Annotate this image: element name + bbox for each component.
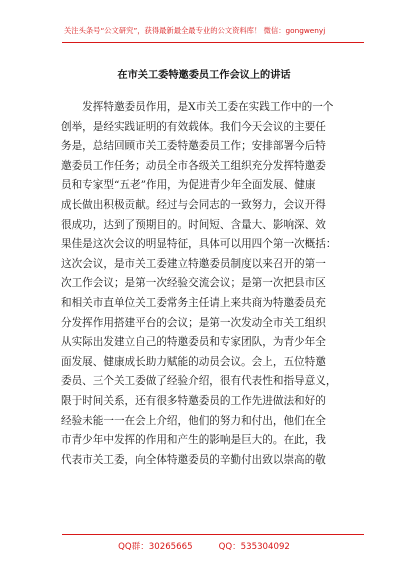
document-body [61, 98, 351, 470]
body-line: 经验未能一一在会上介绍，他们的努力和付出，他们在全 [61, 414, 326, 427]
body-line: 分发挥作用搭建平台的会议；是第一次发动全市关工组织 [61, 316, 326, 329]
body-line: 很成功，达到了预期目的。时间短、含量大、影响深、效 [61, 218, 326, 231]
body-line: 从实际出发建立自己的特邀委员和专家团队，为青少年全 [61, 336, 326, 349]
document-title: 在市关工委特邀委员工作会议上的讲话 [117, 70, 291, 81]
body-line: 代表市关工委，向全体特邀委员的辛勤付出致以崇高的敬 [61, 453, 326, 466]
body-line: 这次会议，是市关工委建立特邀委员制度以来召开的第一 [61, 257, 326, 270]
header-note: 关注头条号“公文研究”，获得最新最全最专业的公文资料库！ 微信：gongwenyj [64, 26, 326, 35]
body-line: 市青少年中发挥的作用和产生的影响是巨大的。在此，我 [61, 434, 326, 447]
body-line: 发挥特邀委员作用，是X市关工委在实践工作中的一个 [61, 101, 334, 113]
body-line: 成长做出积极贡献。经过与会同志的一致努力，会议开得 [61, 198, 326, 211]
body-line: 限于时间关系，还有很多特邀委员的工作先进做法和好的 [61, 394, 326, 407]
footer-qq-number: QQ：535304092 [218, 542, 290, 552]
body-line: 创举，是经实践证明的有效载体。我们今天会议的主要任 [61, 120, 326, 133]
body-line: 邀委员工作任务；动员全市各级关工组织充分发挥特邀委 [61, 159, 326, 172]
body-line: 果佳是这次会议的明显特征，具体可以用四个第一次概括： [61, 238, 337, 251]
body-line: 员和专家型“五老”作用，为促进青少年全面发展、健康 [61, 179, 316, 192]
body-line: 务是，总结回顾市关工委特邀委员工作；安排部署今后特 [61, 140, 326, 153]
body-line: 次工作会议；是第一次经验交流会议；是第一次把县市区 [61, 277, 326, 290]
footer-qq-group: QQ群：30265665 [118, 542, 193, 552]
footer-contact [0, 540, 408, 552]
body-line: 面发展、健康成长助力赋能的动员会议。会上，五位特邀 [61, 355, 326, 368]
body-line: 和相关市直单位关工委常务主任请上来共商为特邀委员充 [61, 296, 326, 309]
body-line: 委员、三个关工委做了经验介绍，很有代表性和指导意义， [61, 375, 337, 388]
header-divider [62, 42, 364, 43]
footer-divider [62, 534, 364, 535]
